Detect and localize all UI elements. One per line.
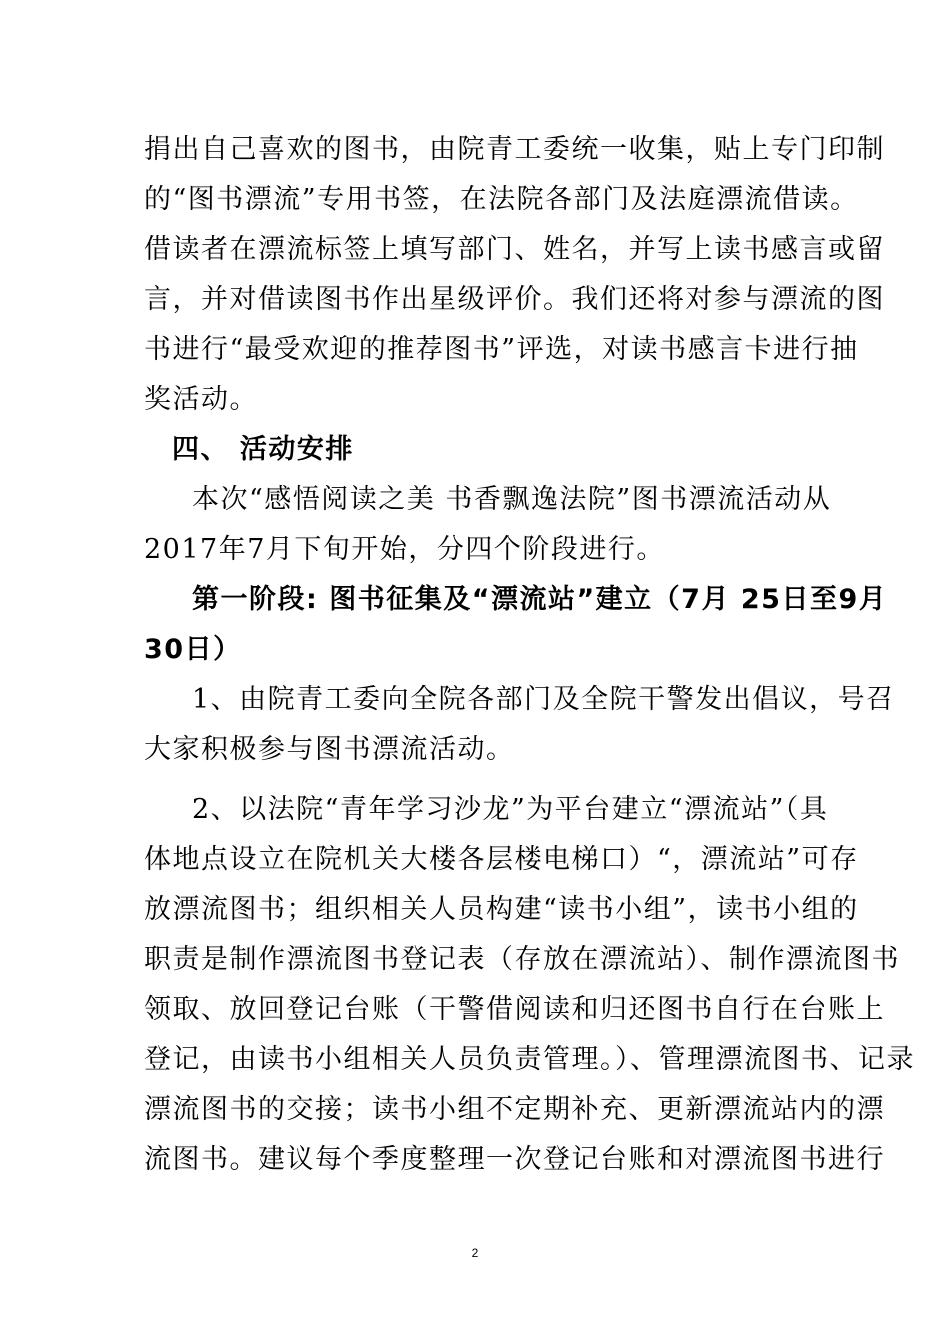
body-text-line: 领取、放回登记台账（干警借阅读和归还图书自行在台账上 [144, 994, 885, 1025]
body-text-line: 书进行“最受欢迎的推荐图书”评选，对读书感言卡进行抽 [144, 334, 859, 365]
section-heading: 四、 活动安排 [172, 434, 354, 465]
body-text-line: 言，并对借读图书作出星级评价。我们还将对参与漂流的图 [144, 284, 885, 315]
body-text-line: 职责是制作漂流图书登记表（存放在漂流站）、制作漂流图书 [144, 944, 900, 975]
body-text-line: 2017年7月下旬开始，分四个阶段进行。 [144, 534, 665, 565]
body-text-line: 流图书。建议每个季度整理一次登记台账和对漂流图书进行 [144, 1144, 885, 1175]
body-text-line: 本次“感悟阅读之美 书香飘逸法院”图书漂流活动从 [192, 484, 832, 515]
page-number: 2 [471, 1246, 479, 1260]
list-item-text: 1、由院青工委向全院各部门及全院干警发出倡议，号召 [192, 684, 895, 715]
body-text-line: 体地点设立在院机关大楼各层楼电梯口）“，漂流站”可存 [144, 844, 859, 875]
list-item-text: 2、以法院“青年学习沙龙”为平台建立“漂流站”（具 [192, 794, 829, 825]
body-text-line: 借读者在漂流标签上填写部门、姓名，并写上读书感言或留 [144, 234, 885, 265]
body-text-line: 登记，由读书小组相关人员负责管理。）、管理漂流图书、记录 [144, 1044, 915, 1075]
body-text-line: 放漂流图书；组织相关人员构建“读书小组”，读书小组的 [144, 894, 859, 925]
body-text-line: 的“图书漂流”专用书签，在法院各部门及法庭漂流借读。 [144, 184, 859, 215]
body-text-line: 奖活动。 [144, 384, 258, 415]
phase-heading: 第一阶段: 图书征集及“漂流站”建立（7月 25日至9月 [192, 584, 888, 615]
body-text-line: 大家积极参与图书漂流活动。 [144, 734, 515, 765]
phase-heading-continued: 30日） [144, 634, 242, 665]
body-text-line: 漂流图书的交接；读书小组不定期补充、更新漂流站内的漂 [144, 1094, 885, 1125]
body-text-line: 捐出自己喜欢的图书，由院青工委统一收集，贴上专门印制 [144, 134, 885, 165]
